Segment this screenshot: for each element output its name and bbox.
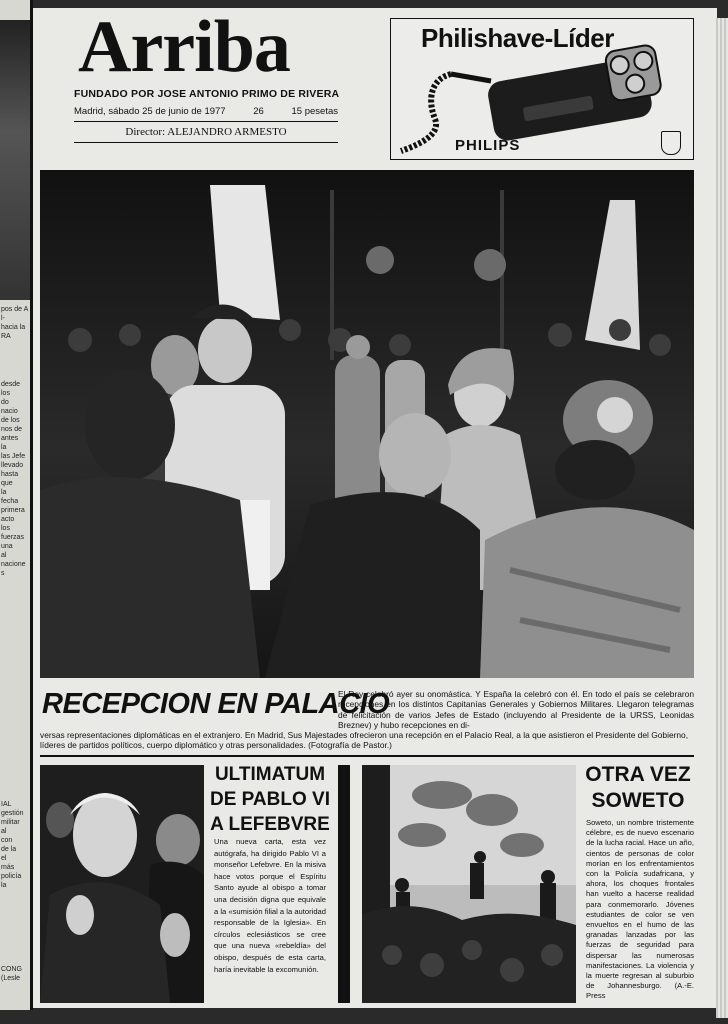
shaver-illustration — [391, 19, 693, 159]
ad-brand: PHILIPS — [455, 137, 521, 154]
ultimatum-headline: ULTIMATUM DE PABLO VI A LEFEBVRE — [210, 764, 330, 835]
adjacent-text-top: pos de Al- hacia la RA — [1, 306, 29, 340]
newspaper-logo: Arriba — [78, 6, 290, 88]
adjacent-text-low: IAL gestión militar al con de la el más policía la — [1, 801, 24, 889]
issue-number: 26 — [253, 106, 264, 117]
main-caption-right: El Rey celebró ayer su onomástica. Y España la celebró con él. En todo el país se celebraron recepciones en los distintos Capitanías Generales y Gobiernos Militares. Llegaron telegramas de felicitación de varios Jefes de Estado (incluyendo al Presidente de la URSS, Leonidas Breznev) y hubo recepciones en di- — [338, 689, 694, 730]
issue-date: Madrid, sábado 25 de junio de 1977 — [74, 106, 226, 117]
dateline — [74, 106, 338, 122]
pope-scene — [40, 765, 204, 1003]
shaver-advertisement — [390, 18, 694, 160]
column-divider — [338, 765, 350, 1003]
soweto-headline: OTRA VEZ SOWETO — [585, 763, 691, 812]
soweto-scene — [362, 765, 576, 1003]
main-headline: RECEPCION EN PALACIO — [42, 688, 390, 720]
adjacent-text-bottom: CONG (Lesle — [1, 966, 22, 982]
photo-soweto — [362, 765, 576, 1003]
adjacent-page-photo — [0, 20, 30, 300]
issue-price: 15 pesetas — [291, 106, 338, 117]
main-caption-bottom: versas representaciones diplomáticas en el extranjero. En Madrid, Sus Majestades ofrecieron una recepción en el Palacio Real, a la que asistieron el Presidente del Gobierno, líderes de partidos políticos, cuerpo diplomático y otras personalidades. (Fotografía de Pastor.) — [40, 730, 689, 751]
reception-scene — [40, 170, 694, 678]
page-edge — [716, 18, 728, 1018]
section-rule — [40, 755, 694, 757]
ad-title: Philishave-Líder — [421, 23, 614, 53]
photo-pope — [40, 765, 204, 1003]
adjacent-page-strip — [0, 0, 33, 1010]
masthead — [40, 6, 340, 160]
adjacent-text-mid: desde los do nacio de los nos de antes la las Jefe llevado hasta que la fecha primera acto los fuerzas una al naciones — [1, 381, 26, 577]
founder-line: FUNDADO POR JOSE ANTONIO PRIMO DE RIVERA — [74, 88, 340, 100]
philips-shield-icon — [661, 131, 681, 155]
main-photo-reception — [40, 170, 694, 678]
soweto-body: Soweto, un nombre tristemente célebre, es de nuevo escenario de la lucha racial. Hace un año, cientos de personas de color morían en los enfrentamientos con la Policía sudafricana, y ahora, los choques frontales han vuelto a hacerse realidad para conmemorarlo. Jóvenes estudiantes de color se ven envueltos en el humo de las granadas lanzadas por las fuerzas de seguridad para dispersar las numerosas manifestaciones. La violencia y la muerte regresan al suburbio de Johannesburgo. (A.-E. Press — [586, 818, 694, 1001]
director-line: Director: ALEJANDRO ARMESTO — [74, 126, 338, 143]
ultimatum-body: Una nueva carta, esta vez autógrafa, ha dirigido Pablo VI a monseñor Lefebvre. En la misiva hace votos porque el Espíritu Santo ayude al obispo a tomar una decisión digna que equivale a la «sumisión filial a la autoridad responsable de la Iglesia». En círculos eclesiásticos se cree que una nueva «rebeldía» del obispo, después de esta carta, haría inevitable la excomunión. — [214, 837, 326, 974]
